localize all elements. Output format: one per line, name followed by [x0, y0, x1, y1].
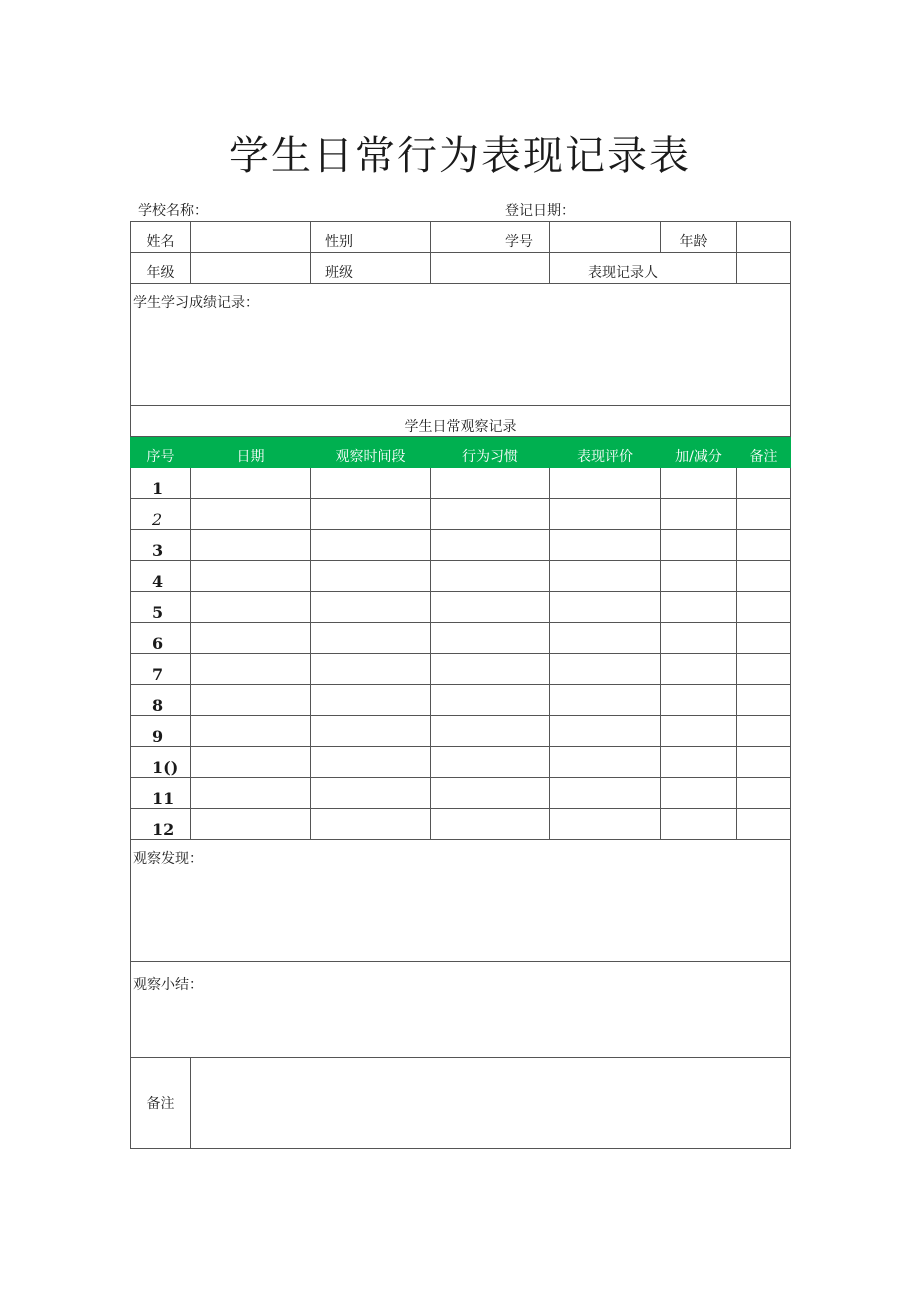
info-row-1	[131, 222, 791, 253]
col-header-score: 加/减分	[661, 437, 737, 468]
recorder-label: 表现记录人	[550, 253, 737, 284]
observation-title-row	[131, 406, 791, 437]
evaluation-cell[interactable]	[550, 778, 661, 809]
observation-row	[131, 561, 791, 592]
evaluation-cell[interactable]	[550, 592, 661, 623]
remark-cell[interactable]	[737, 499, 791, 530]
habit-cell[interactable]	[431, 654, 550, 685]
grades-row	[131, 284, 791, 406]
time-period-cell[interactable]	[311, 561, 431, 592]
class-field[interactable]	[431, 253, 550, 284]
habit-cell[interactable]	[431, 685, 550, 716]
name-field[interactable]	[191, 222, 311, 253]
evaluation-cell[interactable]	[550, 623, 661, 654]
info-row-2	[131, 253, 791, 284]
col-header-remark: 备注	[737, 437, 791, 468]
date-cell[interactable]	[191, 468, 311, 499]
grade-field[interactable]	[191, 253, 311, 284]
observation-row	[131, 747, 791, 778]
habit-cell[interactable]	[431, 468, 550, 499]
row-number: 12	[131, 809, 191, 840]
score-cell[interactable]	[661, 778, 737, 809]
score-cell[interactable]	[661, 716, 737, 747]
age-field[interactable]	[737, 222, 791, 253]
col-header-evaluation: 表现评价	[550, 437, 661, 468]
time-period-cell[interactable]	[311, 623, 431, 654]
remark-cell[interactable]	[737, 654, 791, 685]
findings-row	[131, 840, 791, 962]
score-cell[interactable]	[661, 468, 737, 499]
observation-header	[131, 437, 791, 468]
remarks-row	[131, 1058, 791, 1149]
habit-cell[interactable]	[431, 530, 550, 561]
evaluation-cell[interactable]	[550, 530, 661, 561]
evaluation-cell[interactable]	[550, 809, 661, 840]
date-cell[interactable]	[191, 685, 311, 716]
time-period-cell[interactable]	[311, 468, 431, 499]
date-cell[interactable]	[191, 747, 311, 778]
col-header-time-period: 观察时间段	[311, 437, 431, 468]
remark-cell[interactable]	[737, 716, 791, 747]
age-label: 年龄	[661, 222, 737, 253]
score-cell[interactable]	[661, 747, 737, 778]
row-number: 2	[131, 499, 191, 530]
remarks-label: 备注	[131, 1058, 191, 1149]
col-header-habit: 行为习惯	[431, 437, 550, 468]
row-number: 1()	[131, 747, 191, 778]
habit-cell[interactable]	[431, 778, 550, 809]
school-name-label: 学校名称：	[138, 203, 208, 219]
row-number: 8	[131, 685, 191, 716]
name-label: 姓名	[131, 222, 191, 253]
score-cell[interactable]	[661, 592, 737, 623]
time-period-cell[interactable]	[311, 592, 431, 623]
time-period-cell[interactable]	[311, 654, 431, 685]
remark-cell[interactable]	[737, 530, 791, 561]
row-number: 9	[131, 716, 191, 747]
score-cell[interactable]	[661, 561, 737, 592]
observation-row	[131, 623, 791, 654]
row-number: 3	[131, 530, 191, 561]
grades-area[interactable]	[131, 284, 791, 406]
row-number: 11	[131, 778, 191, 809]
summary-label: 观察小结：	[133, 977, 203, 993]
habit-cell[interactable]	[431, 716, 550, 747]
time-period-cell[interactable]	[311, 747, 431, 778]
date-cell[interactable]	[191, 530, 311, 561]
remark-cell[interactable]	[737, 685, 791, 716]
date-cell[interactable]	[191, 499, 311, 530]
remark-cell[interactable]	[737, 592, 791, 623]
date-cell[interactable]	[191, 623, 311, 654]
date-cell[interactable]	[191, 592, 311, 623]
habit-cell[interactable]	[431, 809, 550, 840]
date-cell[interactable]	[191, 561, 311, 592]
time-period-cell[interactable]	[311, 809, 431, 840]
time-period-cell[interactable]	[311, 685, 431, 716]
remark-cell[interactable]	[737, 561, 791, 592]
observation-row	[131, 685, 791, 716]
row-number: 4	[131, 561, 191, 592]
observation-row	[131, 468, 791, 499]
score-cell[interactable]	[661, 809, 737, 840]
date-cell[interactable]	[191, 716, 311, 747]
score-cell[interactable]	[661, 685, 737, 716]
observation-row	[131, 499, 791, 530]
gender-label: 性别	[311, 222, 431, 253]
remark-cell[interactable]	[737, 809, 791, 840]
habit-cell[interactable]	[431, 623, 550, 654]
date-cell[interactable]	[191, 809, 311, 840]
class-label: 班级	[311, 253, 431, 284]
remark-cell[interactable]	[737, 778, 791, 809]
habit-cell[interactable]	[431, 499, 550, 530]
observation-row	[131, 716, 791, 747]
findings-area[interactable]	[131, 840, 791, 962]
evaluation-cell[interactable]	[550, 716, 661, 747]
summary-row	[131, 962, 791, 1058]
observation-row	[131, 809, 791, 840]
summary-area[interactable]	[131, 962, 791, 1058]
observation-title: 学生日常观察记录	[131, 406, 791, 437]
grade-label: 年级	[131, 253, 191, 284]
observation-row	[131, 778, 791, 809]
row-number: 7	[131, 654, 191, 685]
col-header-index: 序号	[131, 437, 191, 468]
time-period-cell[interactable]	[311, 716, 431, 747]
remark-cell[interactable]	[737, 747, 791, 778]
recorder-field[interactable]	[737, 253, 791, 284]
score-cell[interactable]	[661, 530, 737, 561]
student-id-label: 学号	[550, 222, 661, 253]
remark-cell[interactable]	[737, 623, 791, 654]
observation-row	[131, 530, 791, 561]
findings-label: 观察发现：	[133, 851, 203, 867]
row-number: 6	[131, 623, 191, 654]
time-period-cell[interactable]	[311, 530, 431, 561]
evaluation-cell[interactable]	[550, 654, 661, 685]
page-title: 学生日常行为表现记录表	[229, 133, 691, 179]
observation-row	[131, 654, 791, 685]
row-number: 1	[131, 468, 191, 499]
date-cell[interactable]	[191, 778, 311, 809]
evaluation-cell[interactable]	[550, 685, 661, 716]
habit-cell[interactable]	[431, 561, 550, 592]
record-form	[130, 221, 791, 1149]
row-number: 5	[131, 592, 191, 623]
score-cell[interactable]	[661, 499, 737, 530]
habit-cell[interactable]	[431, 592, 550, 623]
register-date-label: 登记日期：	[505, 203, 575, 219]
grades-label: 学生学习成绩记录：	[133, 295, 259, 311]
evaluation-cell[interactable]	[550, 561, 661, 592]
time-period-cell[interactable]	[311, 499, 431, 530]
score-cell[interactable]	[661, 623, 737, 654]
time-period-cell[interactable]	[311, 778, 431, 809]
remark-cell[interactable]	[737, 468, 791, 499]
remarks-area[interactable]	[191, 1058, 791, 1149]
observation-row	[131, 592, 791, 623]
date-cell[interactable]	[191, 654, 311, 685]
col-header-date: 日期	[191, 437, 311, 468]
evaluation-cell[interactable]	[550, 468, 661, 499]
evaluation-cell[interactable]	[550, 499, 661, 530]
evaluation-cell[interactable]	[550, 747, 661, 778]
habit-cell[interactable]	[431, 747, 550, 778]
score-cell[interactable]	[661, 654, 737, 685]
observation-rows	[131, 468, 791, 840]
